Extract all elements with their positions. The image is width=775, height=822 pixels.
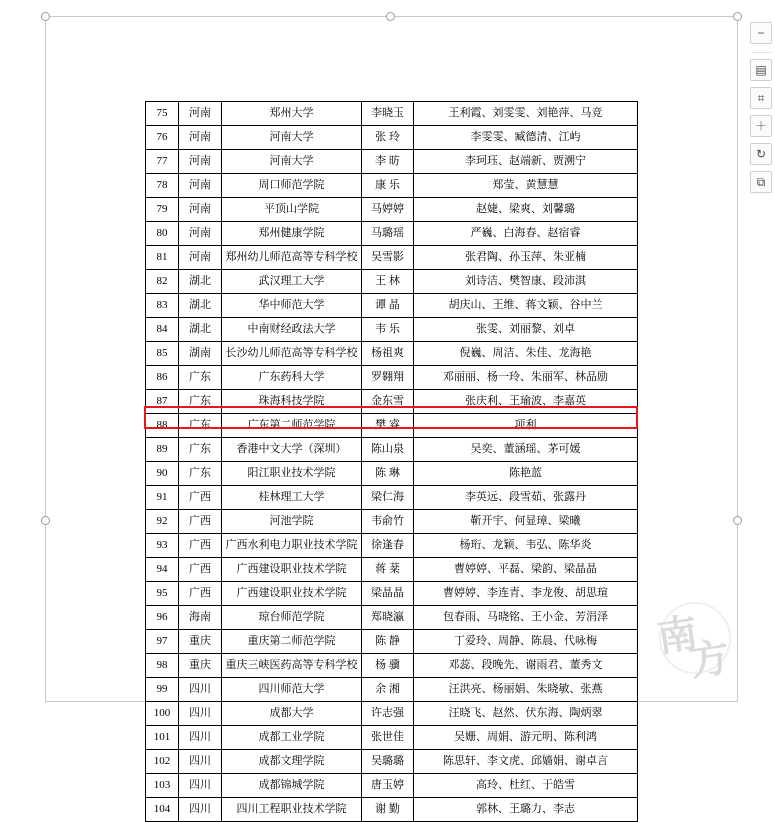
cell-school: 桂林理工大学 [222, 486, 362, 510]
cell-province: 河南 [179, 150, 222, 174]
cell-school: 珠海科技学院 [222, 390, 362, 414]
cell-index: 90 [146, 462, 179, 486]
cell-index: 82 [146, 270, 179, 294]
table-row [146, 630, 638, 654]
cell-members: 项利 [414, 414, 638, 438]
crop-icon[interactable]: ⌗ [750, 87, 772, 109]
cell-leader: 李 昉 [362, 150, 414, 174]
cell-index: 97 [146, 630, 179, 654]
cell-province: 广东 [179, 462, 222, 486]
cell-index: 81 [146, 246, 179, 270]
cell-index: 104 [146, 798, 179, 822]
cell-leader: 许志强 [362, 702, 414, 726]
cell-province: 四川 [179, 702, 222, 726]
table-row [146, 126, 638, 150]
cell-index: 87 [146, 390, 179, 414]
cell-school: 四川师范大学 [222, 678, 362, 702]
cell-school: 四川工程职业技术学院 [222, 798, 362, 822]
cell-leader: 马婷婷 [362, 198, 414, 222]
cell-school: 广西建设职业技术学院 [222, 582, 362, 606]
table-row [146, 342, 638, 366]
cell-leader: 徐逢春 [362, 534, 414, 558]
cell-province: 四川 [179, 678, 222, 702]
cell-school: 郑州大学 [222, 102, 362, 126]
cell-leader: 郑晓瀛 [362, 606, 414, 630]
cell-members: 郑莹、黄慧慧 [414, 174, 638, 198]
cell-school: 郑州幼儿师范高等专科学校 [222, 246, 362, 270]
table-row [146, 510, 638, 534]
cell-province: 广西 [179, 510, 222, 534]
cell-province: 四川 [179, 750, 222, 774]
cell-members: 倪巍、周洁、朱佳、龙海艳 [414, 342, 638, 366]
table-row [146, 102, 638, 126]
cell-index: 95 [146, 582, 179, 606]
cell-leader: 蒋 棻 [362, 558, 414, 582]
cell-leader: 杨祖爽 [362, 342, 414, 366]
watermark-char-2: 方 [686, 634, 733, 685]
cell-province: 重庆 [179, 654, 222, 678]
cell-province: 广西 [179, 534, 222, 558]
cell-index: 77 [146, 150, 179, 174]
cell-index: 80 [146, 222, 179, 246]
cell-province: 河南 [179, 174, 222, 198]
cell-leader: 王 林 [362, 270, 414, 294]
cell-province: 广东 [179, 390, 222, 414]
cell-members: 赵婕、梁爽、刘馨璐 [414, 198, 638, 222]
cell-school: 河池学院 [222, 510, 362, 534]
resize-handle-middle-right[interactable] [733, 516, 742, 525]
cell-members: 靳开宇、何显璋、梁曦 [414, 510, 638, 534]
cell-school: 广西建设职业技术学院 [222, 558, 362, 582]
cell-members: 郭林、王璐力、李志 [414, 798, 638, 822]
table-row [146, 726, 638, 750]
cell-school: 郑州健康学院 [222, 222, 362, 246]
cell-province: 湖南 [179, 342, 222, 366]
cell-province: 广东 [179, 366, 222, 390]
table-body [146, 102, 638, 822]
cell-members: 丁爱玲、周静、陈晨、代咏梅 [414, 630, 638, 654]
cell-index: 98 [146, 654, 179, 678]
cell-leader: 唐玉婷 [362, 774, 414, 798]
cell-leader: 韦俞竹 [362, 510, 414, 534]
cell-members: 高玲、杜红、于皓雪 [414, 774, 638, 798]
resize-handle-top-right[interactable] [733, 12, 742, 21]
table-row [146, 270, 638, 294]
cell-index: 89 [146, 438, 179, 462]
cell-leader: 罗翱翔 [362, 366, 414, 390]
cell-leader: 樊 睿 [362, 414, 414, 438]
cell-members: 胡庆山、王维、蒋文颖、谷中兰 [414, 294, 638, 318]
cell-school: 长沙幼儿师范高等专科学校 [222, 342, 362, 366]
cell-index: 88 [146, 414, 179, 438]
cell-province: 四川 [179, 774, 222, 798]
cell-province: 海南 [179, 606, 222, 630]
cell-school: 周口师范学院 [222, 174, 362, 198]
cell-school: 成都锦城学院 [222, 774, 362, 798]
cell-school: 河南大学 [222, 126, 362, 150]
cell-members: 杨珩、龙颖、韦弘、陈华炎 [414, 534, 638, 558]
cell-school: 重庆三峡医药高等专科学校 [222, 654, 362, 678]
table-row [146, 294, 638, 318]
cell-province: 河南 [179, 102, 222, 126]
cell-leader: 杨 骥 [362, 654, 414, 678]
cell-members: 汪晓飞、赵然、伏东海、陶炳翠 [414, 702, 638, 726]
cell-leader: 吴雪影 [362, 246, 414, 270]
cell-leader: 康 乐 [362, 174, 414, 198]
cell-school: 成都大学 [222, 702, 362, 726]
cell-index: 96 [146, 606, 179, 630]
cell-members: 张君陶、孙玉萍、朱亚楠 [414, 246, 638, 270]
table-row [146, 798, 638, 822]
cell-province: 广西 [179, 558, 222, 582]
cell-leader: 陈 琳 [362, 462, 414, 486]
cell-index: 78 [146, 174, 179, 198]
cell-index: 93 [146, 534, 179, 558]
cell-index: 84 [146, 318, 179, 342]
table-row [146, 702, 638, 726]
zoom-out-icon[interactable]: − [750, 22, 772, 44]
table-row [146, 750, 638, 774]
cell-index: 102 [146, 750, 179, 774]
cell-province: 四川 [179, 726, 222, 750]
cell-index: 76 [146, 126, 179, 150]
cell-members: 李雯雯、臧德清、江屿 [414, 126, 638, 150]
resize-handle-middle-left[interactable] [41, 516, 50, 525]
cell-members: 陈思轩、李文虎、邱嫱娟、谢卓言 [414, 750, 638, 774]
cell-leader: 吴璐璐 [362, 750, 414, 774]
cell-province: 湖北 [179, 318, 222, 342]
cell-members: 曹婷婷、平磊、梁韵、梁晶晶 [414, 558, 638, 582]
cell-province: 湖北 [179, 294, 222, 318]
fit-page-icon[interactable]: ▤ [750, 59, 772, 81]
watermark-char-1: 南 [654, 610, 701, 661]
zoom-in-icon[interactable]: ＋ [750, 115, 772, 137]
cell-province: 河南 [179, 246, 222, 270]
cell-index: 75 [146, 102, 179, 126]
cell-province: 河南 [179, 198, 222, 222]
cell-leader: 韦 乐 [362, 318, 414, 342]
document-table-container [145, 101, 637, 822]
table-row [146, 606, 638, 630]
cell-members: 张庆利、王瑜波、李嘉英 [414, 390, 638, 414]
cell-index: 79 [146, 198, 179, 222]
cell-members: 曹婷婷、李连青、李龙俊、胡思瑄 [414, 582, 638, 606]
image-tools-toolbar [749, 22, 773, 199]
cell-members: 李英远、段雪茹、张露丹 [414, 486, 638, 510]
cell-school: 平顶山学院 [222, 198, 362, 222]
cell-school: 琼台师范学院 [222, 606, 362, 630]
table-row [146, 462, 638, 486]
cell-leader: 梁晶晶 [362, 582, 414, 606]
cell-school: 成都文理学院 [222, 750, 362, 774]
table-row [146, 654, 638, 678]
cell-school: 成都工业学院 [222, 726, 362, 750]
table-row [146, 414, 638, 438]
cell-province: 四川 [179, 798, 222, 822]
cell-members: 刘诗洁、樊智康、段沛淇 [414, 270, 638, 294]
resize-handle-top-left[interactable] [41, 12, 50, 21]
cell-school: 重庆第二师范学院 [222, 630, 362, 654]
cell-leader: 金东雪 [362, 390, 414, 414]
table-row [146, 366, 638, 390]
cell-province: 重庆 [179, 630, 222, 654]
cell-index: 92 [146, 510, 179, 534]
cell-school: 河南大学 [222, 150, 362, 174]
cell-leader: 陈山泉 [362, 438, 414, 462]
cell-school: 广东第二师范学院 [222, 414, 362, 438]
cell-members: 邓蕊、段晚先、谢雨君、董秀文 [414, 654, 638, 678]
cell-province: 广东 [179, 438, 222, 462]
cell-members: 陈艳蓝 [414, 462, 638, 486]
cell-school: 香港中文大学（深圳） [222, 438, 362, 462]
table-row [146, 774, 638, 798]
table-row [146, 174, 638, 198]
cell-leader: 张 玲 [362, 126, 414, 150]
cell-school: 武汉理工大学 [222, 270, 362, 294]
table-row [146, 318, 638, 342]
cell-index: 94 [146, 558, 179, 582]
cell-index: 99 [146, 678, 179, 702]
copy-region-icon[interactable]: ⧉ [750, 171, 772, 193]
cell-members: 包春雨、马晓铭、王小金、芳涓泽 [414, 606, 638, 630]
cell-members: 严巍、白海春、赵宿睿 [414, 222, 638, 246]
cell-index: 83 [146, 294, 179, 318]
cell-members: 李珂珏、赵端新、贾溯宁 [414, 150, 638, 174]
cell-leader: 谭 晶 [362, 294, 414, 318]
cell-school: 阳江职业技术学院 [222, 462, 362, 486]
toolbar-divider [751, 52, 771, 53]
cell-index: 101 [146, 726, 179, 750]
cell-leader: 李晓玉 [362, 102, 414, 126]
table-row [146, 198, 638, 222]
resize-handle-top-center[interactable] [386, 12, 395, 21]
cell-leader: 陈 静 [362, 630, 414, 654]
table-row [146, 558, 638, 582]
table-row [146, 534, 638, 558]
cell-school: 广东药科大学 [222, 366, 362, 390]
cell-province: 湖北 [179, 270, 222, 294]
cell-index: 86 [146, 366, 179, 390]
cell-leader: 余 湘 [362, 678, 414, 702]
cell-index: 100 [146, 702, 179, 726]
cell-index: 85 [146, 342, 179, 366]
table-row [146, 246, 638, 270]
table-row [146, 222, 638, 246]
cell-members: 汪洪亮、杨丽娟、朱晓敏、张燕 [414, 678, 638, 702]
cell-members: 吴奕、董涵瑶、茅可媛 [414, 438, 638, 462]
cell-school: 华中师范大学 [222, 294, 362, 318]
cell-province: 河南 [179, 222, 222, 246]
cell-school: 广西水利电力职业技术学院 [222, 534, 362, 558]
recipients-table [145, 101, 638, 822]
cell-leader: 张世佳 [362, 726, 414, 750]
cell-members: 王利霞、刘雯雯、刘艳萍、马竞 [414, 102, 638, 126]
cell-index: 91 [146, 486, 179, 510]
table-row [146, 150, 638, 174]
table-row [146, 678, 638, 702]
table-row [146, 390, 638, 414]
cell-province: 广东 [179, 414, 222, 438]
cell-members: 张雯、刘丽黎、刘卓 [414, 318, 638, 342]
cell-leader: 谢 勤 [362, 798, 414, 822]
cell-members: 邓丽丽、杨一玲、朱丽军、林品励 [414, 366, 638, 390]
cell-province: 广西 [179, 582, 222, 606]
table-row [146, 438, 638, 462]
table-row [146, 582, 638, 606]
cell-province: 河南 [179, 126, 222, 150]
cell-province: 广西 [179, 486, 222, 510]
cell-leader: 马璐瑶 [362, 222, 414, 246]
cell-members: 吴姗、周娟、游元明、陈利鸿 [414, 726, 638, 750]
cell-leader: 梁仁海 [362, 486, 414, 510]
cell-school: 中南财经政法大学 [222, 318, 362, 342]
rotate-icon[interactable]: ↻ [750, 143, 772, 165]
table-row [146, 486, 638, 510]
cell-index: 103 [146, 774, 179, 798]
